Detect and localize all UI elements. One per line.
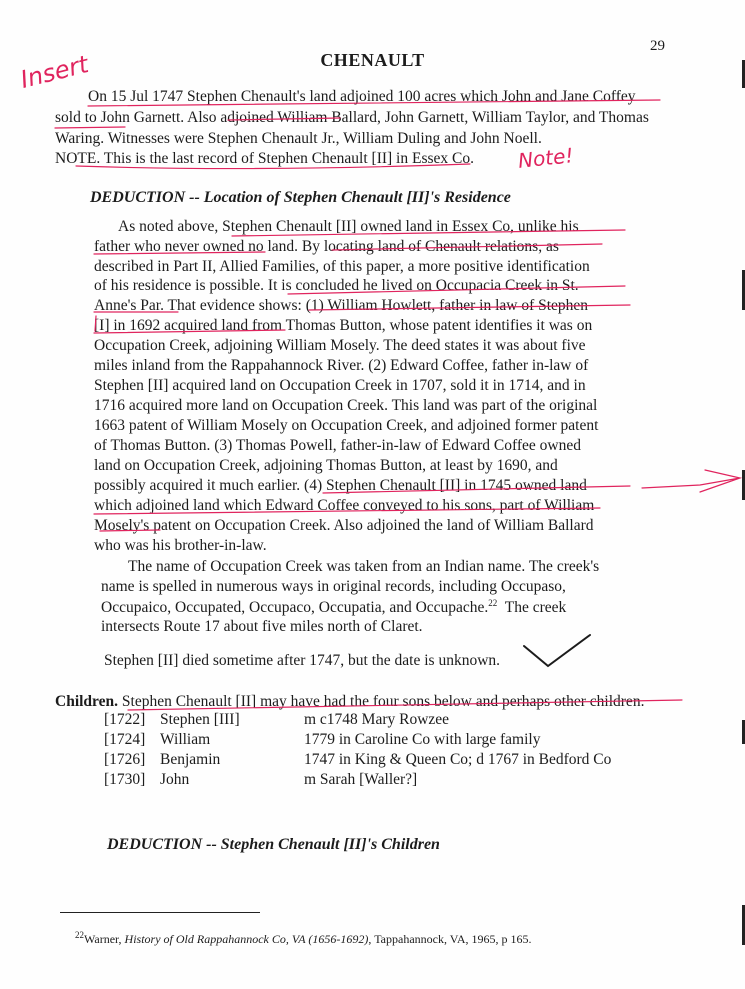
para1-line: sold to John Garnett. Also adjoined William Ballard, John Garnett, William Taylor, and Thomas [55, 109, 649, 126]
child-row [104, 750, 611, 770]
child-row [104, 770, 611, 790]
deduction-heading: DEDUCTION -- Location of Stephen Chenault [II]'s Residence [90, 189, 511, 206]
page-number: 29 [650, 38, 665, 54]
children-intro [55, 693, 644, 711]
child-row [104, 730, 611, 750]
child-note: 1747 in King & Queen Co; d 1767 in Bedford Co [304, 751, 612, 768]
child-note: m Sarah [Waller?] [304, 771, 418, 788]
para2-line: Anne's Par. That evidence shows: (1) William Howlett, father in law of Stephen [94, 297, 589, 314]
child-year: [1726] [104, 751, 146, 768]
para2-line: of his residence is possible. It is concluded he lived on Occupacia Creek in St. [94, 277, 579, 294]
para3-line-tail: The creek [497, 599, 567, 617]
para2-line: land on Occupation Creek, adjoining Thomas Button, at least by 1690, and [94, 457, 558, 474]
para2-line: which adjoined land which Edward Coffee conveyed to his sons, part of William [94, 497, 595, 514]
children-label: Children. [55, 693, 119, 710]
child-name: John [160, 771, 190, 788]
para2-line: [I] in 1692 acquired land from Thomas Button, whose patent identifies it was on [94, 317, 593, 334]
footnote-title: History of Old Rappahannock Co, VA (1656-1692) [124, 932, 369, 946]
para1-line: Waring. Witnesses were Stephen Chenault Jr., William Duling and John Noell. [55, 130, 542, 147]
footnote-publication: , Tappahannock, VA, 1965, p 165. [368, 932, 532, 946]
footnote-rule [60, 912, 260, 913]
child-name: Stephen [III] [160, 711, 240, 728]
check-mark [524, 635, 590, 666]
footnote-ref: 22 [488, 598, 498, 608]
margin-note: Insert [17, 50, 92, 94]
footnote-author: Warner, [84, 932, 125, 946]
page-title: CHENAULT [320, 50, 425, 70]
para1-line: On 15 Jul 1747 Stephen Chenault's land adjoined 100 acres which John and Jane Coffey [88, 88, 636, 105]
para3-line-text: Occupaico, Occupated, Occupaco, Occupatia, and Occupache. [101, 599, 489, 617]
para3-line: The name of Occupation Creek was taken from an Indian name. The creek's [128, 558, 600, 575]
children-table [104, 710, 611, 790]
para2-line: Occupation Creek, adjoining William Mosely. The deed states it was about five [94, 337, 586, 354]
para2-line: of Thomas Button. (3) Thomas Powell, father-in-law of Edward Coffee owned [94, 437, 581, 454]
pen-underline [55, 127, 125, 128]
child-name: William [160, 731, 211, 748]
para3-line: name is spelled in numerous ways in original records, including Occupaso, [101, 578, 566, 595]
para2-line: miles inland from the Rappahannock River. (2) Edward Coffee, father in-law of [94, 357, 589, 374]
died-statement: Stephen [II] died sometime after 1747, but the date is unknown. [104, 652, 501, 669]
para2-line: 1663 patent of William Mosely on Occupation Creek, and adjoined former patent [94, 417, 599, 434]
footnote-number: 22 [75, 930, 84, 940]
child-note: m c1748 Mary Rowzee [304, 711, 450, 728]
para2-line: As noted above, Stephen Chenault [II] owned land in Essex Co, unlike his [118, 218, 579, 235]
child-year: [1730] [104, 771, 146, 788]
child-year: [1722] [104, 711, 146, 728]
children-intro-text: Stephen Chenault [II] may have had the four sons below and perhaps other children. [121, 693, 645, 710]
child-year: [1724] [104, 731, 146, 748]
para3-line [101, 598, 566, 617]
para2-line: Stephen [II] acquired land on Occupation Creek in 1707, sold it in 1714, and in [94, 377, 586, 394]
pen-arrow [642, 470, 740, 492]
para2-line: who was his brother-in-law. [94, 537, 267, 554]
child-note: 1779 in Caroline Co with large family [304, 731, 541, 748]
deduction-heading: DEDUCTION -- Stephen Chenault [II]'s Children [107, 836, 440, 853]
para2-line: Mosely's patent on Occupation Creek. Also adjoined the land of William Ballard [94, 517, 594, 534]
footnote [75, 930, 532, 947]
para2-line: father who never owned no land. By locating land of Chenault relations, as [94, 238, 559, 255]
child-row [104, 710, 611, 730]
para2-line: possibly acquired it much earlier. (4) Stephen Chenault [II] in 1745 owned land [94, 477, 587, 494]
para1-line: NOTE. This is the last record of Stephen Chenault [II] in Essex Co. [55, 150, 474, 167]
note-annotation: Note! [516, 143, 575, 173]
para3-line: intersects Route 17 about five miles north of Claret. [101, 618, 423, 635]
para2-line: described in Part II, Allied Families, of this paper, a more positive identification [94, 258, 590, 275]
child-name: Benjamin [160, 751, 221, 768]
para2-line: 1716 acquired more land on Occupation Creek. This land was part of the original [94, 397, 598, 414]
